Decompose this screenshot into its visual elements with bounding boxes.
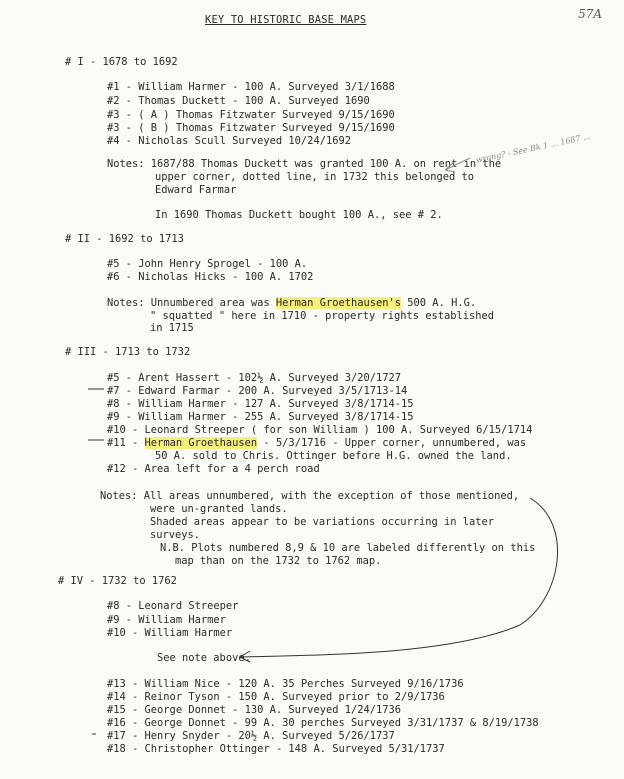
entry-line: #6 - Nicholas Hicks - 100 A. 1702 [107, 271, 314, 283]
entry-line [107, 437, 526, 450]
note-text: 500 A. H.G. [401, 297, 477, 309]
entry-line: #8 - William Harmer - 127 A. Surveyed 3/8/1714-15 [107, 398, 414, 410]
section-heading: # I - 1678 to 1692 [65, 56, 178, 68]
note-line: Shaded areas appear to be variations occurring in later [150, 516, 495, 528]
note-line: Notes: 1687/88 Thomas Duckett was granted 100 A. on rent in the [107, 158, 502, 170]
entry-line: #9 - William Harmer - 255 A. Surveyed 3/8/1714-15 [107, 411, 414, 423]
page-title: KEY TO HISTORIC BASE MAPS [205, 14, 367, 26]
section-heading: # IV - 1732 to 1762 [58, 575, 177, 587]
entry-line: #5 - Arent Hassert - 102½ A. Surveyed 3/20/1727 [107, 372, 402, 384]
entry-line: #3 - ( A ) Thomas Fitzwater Surveyed 9/15/1690 [107, 109, 395, 121]
note-line: map than on the 1732 to 1762 map. [175, 555, 382, 567]
note-line: Notes: All areas unnumbered, with the exception of those mentioned, [100, 490, 520, 502]
entry-line: #18 - Christopher Ottinger - 148 A. Surveyed 5/31/1737 [107, 743, 445, 755]
note-line: " squatted " here in 1710 - property rights established [150, 310, 495, 322]
entry-line: #8 - Leonard Streeper [107, 600, 239, 612]
entry-line: #9 - William Harmer [107, 614, 226, 626]
entry-line: See note above. [157, 652, 251, 664]
section-heading: # II - 1692 to 1713 [65, 233, 184, 245]
entry-line: #1 - William Harmer - 100 A. Surveyed 3/1/1688 [107, 81, 395, 93]
note-line: were un-granted lands. [150, 503, 288, 515]
entry-line: #7 - Edward Farmar - 200 A. Surveyed 3/5/1713-14 [107, 385, 408, 397]
handwritten-arrow [440, 140, 530, 180]
note-line: In 1690 Thomas Duckett bought 100 A., see # 2. [155, 209, 443, 221]
note-text: Notes: Unnumbered area was [107, 297, 276, 309]
handwritten-note: wrong? - See Bk 1 ... 1687 ... [475, 131, 592, 165]
entry-line: #12 - Area left for a 4 perch road [107, 463, 320, 475]
note-line: upper corner, dotted line, in 1732 this belonged to [155, 171, 475, 183]
note-line: Edward Farmar [155, 184, 237, 196]
section-heading: # III - 1713 to 1732 [65, 346, 191, 358]
entry-line: #15 - George Donnet - 130 A. Surveyed 1/24/1736 [107, 704, 402, 716]
entry-line: #4 - Nicholas Scull Surveyed 10/24/1692 [107, 135, 351, 147]
entry-line: 50 A. sold to Chris. Ottinger before H.G. owned the land. [155, 450, 512, 462]
entry-line: #10 - Leonard Streeper ( for son William ) 100 A. Surveyed 6/15/1714 [107, 424, 533, 436]
entry-line: #17 - Henry Snyder - 20½ A. Surveyed 5/26/1737 [107, 730, 395, 742]
entry-text: - 5/3/1716 - Upper corner, unnumbered, was [257, 437, 527, 449]
note-line [107, 297, 476, 310]
entry-line: #2 - Thomas Duckett - 100 A. Surveyed 1690 [107, 95, 370, 107]
entry-line: #3 - ( B ) Thomas Fitzwater Surveyed 9/15/1690 [107, 122, 395, 134]
note-line: in 1715 [150, 322, 194, 334]
entry-line: #13 - William Nice - 120 A. 35 Perches Surveyed 9/16/1736 [107, 678, 464, 690]
entry-line: #5 - John Henry Sprogel - 100 A. [107, 258, 308, 270]
entry-line: #16 - George Donnet - 99 A. 30 perches Surveyed 3/31/1737 & 8/19/1738 [107, 717, 539, 729]
highlighted-name: Herman Groethausen's [275, 297, 402, 309]
highlighted-name: Herman Groethausen [144, 437, 258, 449]
page-number: 57A [578, 7, 602, 21]
entry-line: #10 - William Harmer [107, 627, 233, 639]
note-line: surveys. [150, 529, 201, 541]
entry-line: #14 - Reinor Tyson - 150 A. Surveyed prior to 2/9/1736 [107, 691, 445, 703]
entry-text: #11 - [107, 437, 145, 449]
note-line: N.B. Plots numbered 8,9 & 10 are labeled differently on this [160, 542, 536, 554]
